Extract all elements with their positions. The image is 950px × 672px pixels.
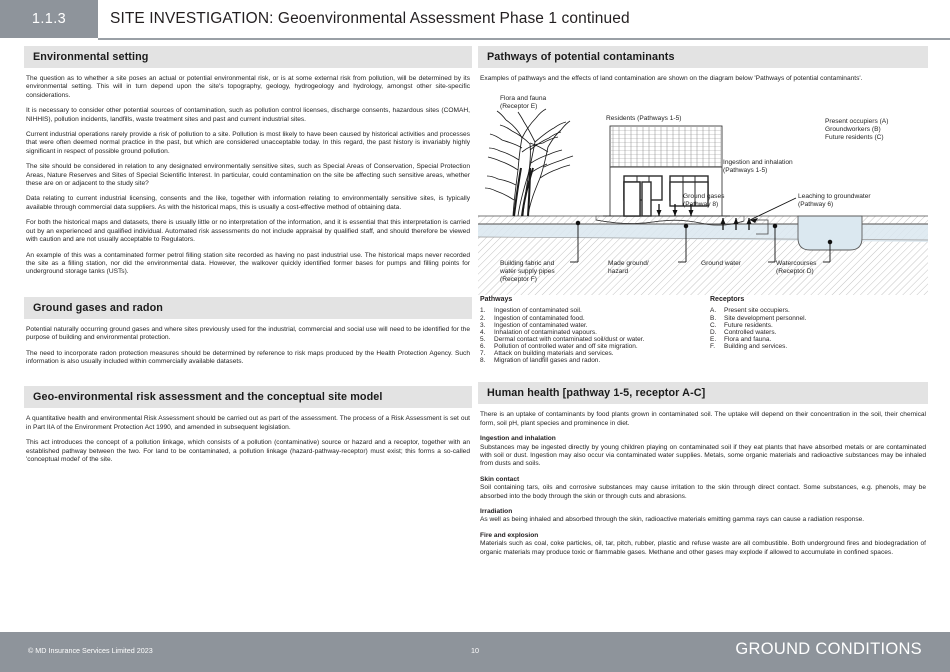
list-item-key: D. xyxy=(710,328,717,336)
label-groundworkers: Groundworkers (B) xyxy=(825,126,881,134)
list-item-text: Inhalation of contaminated vapours. xyxy=(494,328,597,336)
label-made-ground: Made ground/ xyxy=(608,260,649,268)
list-item xyxy=(710,336,926,343)
list-item-key: 8. xyxy=(480,357,486,365)
list-item-key: 6. xyxy=(480,342,486,350)
label-building-fabric-l3: (Receptor F) xyxy=(500,276,538,284)
list-item xyxy=(480,315,710,322)
receptors-list-column xyxy=(710,296,926,350)
list-item xyxy=(710,322,926,329)
page-footer xyxy=(0,632,950,672)
paragraph: Examples of pathways and the effects of land contamination are shown on the diagram below 'Pathways of potential contaminants'. xyxy=(480,75,863,82)
pathways-intro xyxy=(478,68,928,83)
header-divider-gap xyxy=(0,38,98,40)
list-item-key: F. xyxy=(710,342,716,350)
list-item xyxy=(710,329,926,336)
paragraph: Soil containing tars, oils and corrosive substances may cause irritation to the skin through direct contact. Some substances, e.g. phenols, may be absorbed into the body through the skin or through cuts and abrasions. xyxy=(480,484,926,500)
list-item-text: Present site occupiers. xyxy=(724,307,790,315)
paragraph: An example of this was a contaminated former petrol filling station site recorded as having no past industrial use. The historical maps never recorded the site as a filling station, nor did the environmental data. However, the walkover quickly identified former bases for pumps and filling points for underground storage tanks (USTs). xyxy=(26,251,470,276)
paragraph: The site should be considered in relation to any designated environmentally sensitive sites, such as Special Areas of Conservation, Special Protection Areas, Nature Reserves and Sites of Special Scientific Interest. In particular, could contamination on the site be affecting such sensitive areas, whether these are on or adjacent to the study site? xyxy=(26,163,470,188)
label-present-occupiers: Present occupiers (A) xyxy=(825,118,889,126)
spacer xyxy=(24,373,472,386)
subsection-heading: Skin contact xyxy=(480,475,520,483)
list-item-text: Dermal contact with contaminated soil/dust or water. xyxy=(494,335,645,343)
list-item xyxy=(480,357,710,364)
list-item-key: 5. xyxy=(480,335,486,343)
label-ingestion: Ingestion and inhalation xyxy=(723,159,793,167)
label-leaching-sub: (Pathway 6) xyxy=(798,201,834,209)
page-header xyxy=(0,0,950,40)
paragraph: Current industrial operations rarely provide a risk of pollution to a site. Pollution is most likely to have been caused by historical activities and processes that were often deemed normal practice in the past, but which are considered unacceptable today. In this regard, the past history is invariably highly significant in respect of possible ground pollution. xyxy=(26,131,470,155)
list-item xyxy=(480,322,710,329)
list-item-key: 4. xyxy=(480,328,486,336)
list-item xyxy=(710,307,926,314)
list-item-text: Ingestion of contaminated food. xyxy=(494,314,585,322)
label-flora-fauna: Flora and fauna xyxy=(500,95,547,103)
paragraph: Materials such as coal, coke particles, oil, tar, pitch, rubber, plastic and refuse waste are all combustible. Both underground fires and biodegradation of organic materials may produce toxic or flammable gases. Methane and other gases may explode if allowed to accumulate in confined spaces. xyxy=(480,540,926,556)
section-heading-human-health: Human health [pathway 1-5, receptor A-C] xyxy=(478,382,928,404)
label-building-fabric-l2: water supply pipes xyxy=(500,268,555,276)
list-item-text: Controlled waters. xyxy=(724,328,777,336)
section-heading-pathways: Pathways of potential contaminants xyxy=(478,46,928,68)
list-item xyxy=(710,343,926,350)
list-item-key: 1. xyxy=(480,307,486,315)
paragraph: It is necessary to consider other potential sources of contamination, such as pollution control licenses, discharge consents, hazardous sites (COMAH, NIHHIS), pollution incidents, landfills, waste treatment sites and past and current industrial sites. xyxy=(26,107,470,123)
list-item xyxy=(480,336,710,343)
paragraph: As well as being inhaled and absorbed through the skin, radioactive materials emitting gamma rays can cause a radiation response. xyxy=(480,516,865,524)
label-residents: Residents (Pathways 1-5) xyxy=(606,115,682,123)
paragraph: Substances may be ingested directly by young children playing on contaminated soil if they eat plants that have absorbed metals or are contaminated with soil or dust. Ingestion may also occur via contaminated water supplies. Metals, some organic materials and radioactive substances may be inhaled from dusts and soils. xyxy=(480,443,926,468)
human-health-body xyxy=(478,404,928,557)
paragraph: Data relating to current industrial licensing, consents and the like, together with information relating to environmentally sensitive sites, is typically available through commercial data suppliers. As with the historical maps, this is usually a cost-effective method of obtaining data. xyxy=(26,195,470,211)
section-heading-risk-assessment: Geo-environmental risk assessment and the conceptual site model xyxy=(24,386,472,408)
subsection-heading: Fire and explosion xyxy=(480,531,539,539)
section-heading-environmental-setting: Environmental setting xyxy=(24,46,472,68)
list-item-key: 3. xyxy=(480,321,486,329)
list-item-key: B. xyxy=(710,314,717,322)
pathways-list-heading: Pathways xyxy=(480,296,513,304)
paragraph: The need to incorporate radon protection measures should be determined by reference to risk maps produced by the Health Protection Agency. Such information is also usually included within commercially available datasets. xyxy=(26,349,470,365)
list-item xyxy=(480,329,710,336)
page-title: SITE INVESTIGATION: Geoenvironmental Assessment Phase 1 continued xyxy=(110,10,630,27)
list-item-key: 7. xyxy=(480,349,486,357)
ground-gases-body xyxy=(24,319,472,367)
list-item-text: Flora and fauna. xyxy=(724,335,772,343)
header-section-number: 1.1.3 xyxy=(0,0,98,38)
receptors-list-heading: Receptors xyxy=(710,296,745,304)
list-item-text: Site development personnel. xyxy=(724,314,807,322)
label-made-ground-l2: hazard xyxy=(608,268,629,276)
left-column xyxy=(24,46,472,471)
risk-assessment-body xyxy=(24,408,472,464)
header-divider xyxy=(98,38,950,40)
label-watercourses-l2: (Receptor D) xyxy=(776,268,814,276)
pathways-list-column xyxy=(480,296,710,364)
label-flora-fauna-sub: (Receptor E) xyxy=(500,103,538,111)
label-ground-gases-sub: (Pathway 8) xyxy=(683,201,719,209)
contamination-pathways-diagram xyxy=(478,90,928,295)
list-item-key: C. xyxy=(710,321,717,329)
label-ground-water: Ground water xyxy=(701,260,741,268)
pathways-receptors-lists xyxy=(478,296,928,368)
list-item xyxy=(480,350,710,357)
list-item-text: Pollution of controlled water and off site migration. xyxy=(494,342,638,350)
list-item-key: A. xyxy=(710,307,717,315)
list-item-text: Ingestion of contaminated water. xyxy=(494,321,588,329)
footer-page-number: 10 xyxy=(471,646,479,655)
label-watercourses: Watercourses xyxy=(776,260,817,268)
list-item-text: Future residents. xyxy=(724,321,773,329)
list-item xyxy=(710,315,926,322)
list-item-text: Ingestion of contaminated soil. xyxy=(494,307,582,315)
subsection-heading: Irradiation xyxy=(480,508,513,516)
list-item-text: Attack on building materials and services. xyxy=(494,349,614,357)
paragraph: The question as to whether a site poses an actual or potential environmental risk, or is at some external risk from pollution, will be determined by its environmental setting. This will in turn depend upon the site's topography, geology, hydrogeology and hydrology, amongst other site-specific considerations. xyxy=(26,75,470,99)
label-ingestion-sub: (Pathways 1-5) xyxy=(723,167,768,175)
subsection-heading: Ingestion and inhalation xyxy=(480,435,556,443)
spacer xyxy=(24,284,472,297)
label-building-fabric: Building fabric and xyxy=(500,260,555,268)
paragraph: There is an uptake of contaminants by food plants grown in contaminated soil. The uptake will depend on their concentration in the soil, their chemical form, soil pH, plant species and prominence in diet. xyxy=(480,411,926,427)
list-item xyxy=(480,343,710,350)
human-health-section xyxy=(478,382,928,557)
list-item-key: E. xyxy=(710,335,717,343)
list-item-text: Building and services. xyxy=(724,342,788,350)
right-column xyxy=(478,46,928,564)
environmental-setting-body xyxy=(24,68,472,277)
paragraph: This act introduces the concept of a pollution linkage, which consists of a pollution (contaminative) source or hazard and a receptor, together with an established pathway between the two. For land to be contaminated, a pollution linkage (hazard-pathway-receptor) must exist; this forms a so-called 'conceptual model' of the site. xyxy=(26,439,470,463)
label-ground-gases: Ground gases xyxy=(683,193,725,201)
list-item-text: Migration of landfill gases and radon. xyxy=(494,357,601,365)
section-heading-ground-gases: Ground gases and radon xyxy=(24,297,472,319)
footer-section-title: GROUND CONDITIONS xyxy=(735,640,922,658)
label-future-residents: Future residents (C) xyxy=(825,134,884,142)
paragraph: A quantitative health and environmental Risk Assessment should be carried out as part of the assessment. The process of a Risk Assessment is set out in Part IIA of the Environment Protection Act 1990, and amended in subsequent legislation. xyxy=(26,415,470,431)
paragraph: For both the historical maps and datasets, there is usually little or no interpretation of the information, and it is essential that this interpretation is carried out by an experienced and qualified individual. Automated risk assessments do not include appraisal by qualified staff, and should therefore be viewed with caution and are not usually acceptable to Regulators. xyxy=(26,219,470,244)
paragraph: Potential naturally occurring ground gases and where sites previously used for the industrial, commercial and social use will need to be identified for the purpose of building and environmental protection. xyxy=(26,325,470,342)
list-item-key: 2. xyxy=(480,314,486,322)
list-item xyxy=(480,307,710,314)
label-leaching: Leaching to groundwater xyxy=(798,193,871,201)
footer-copyright: © MD Insurance Services Limited 2023 xyxy=(28,646,153,655)
